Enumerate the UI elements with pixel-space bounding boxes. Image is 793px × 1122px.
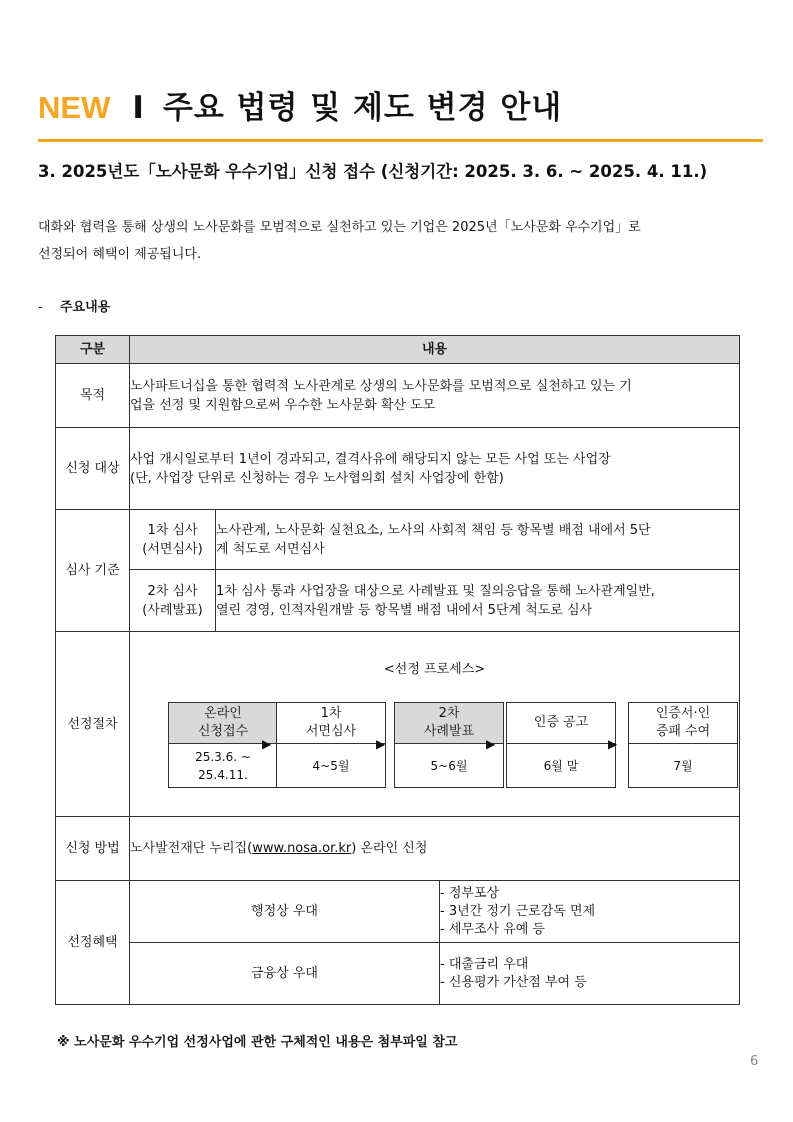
target-text [130,428,740,510]
section-label: 주요내용 [60,300,111,315]
benefit-admin-list [440,881,740,943]
intro-line: 대화와 협력을 통해 상생의 노사문화를 모범적으로 실천하고 있는 기업은 2025년「노사문화 우수기업」로 [38,220,641,235]
intro-line: 선정되어 혜택이 제공됩니다. [38,247,202,262]
purpose-line: 노사파트너십을 통한 협력적 노사관계로 상생의 노사문화를 모범적으로 실천하고 있는 기 [130,378,632,394]
criteria-second-line: 1차 심사 통과 사업장을 대상으로 사례발표 및 질의응답을 통해 노사관계일반, [216,583,655,599]
row-label-purpose: 목적 [56,364,130,428]
criteria-first-line: 노사관계, 노사문화 실천요소, 노사의 사회적 책임 등 항목별 배점 내에서 5단 [216,522,651,538]
arrow-right-icon: ▶ [608,737,618,751]
criteria-first-label-line: 1차 심사 [147,522,198,538]
process-step-award [628,702,738,788]
benefit-item: - 세무조사 유예 등 [440,921,545,937]
criteria-second-label-line: (사례발표) [142,602,203,618]
page-title [38,88,763,128]
benefit-finance-list [440,943,740,1005]
page-number: 6 [750,1054,759,1069]
criteria-second-label [130,570,216,632]
arrow-right-icon: ▶ [376,737,386,751]
row-label-benefits: 선정혜택 [56,881,130,1005]
method-text [130,817,740,881]
content-table [55,335,740,1005]
criteria-second-label-line: 2차 심사 [147,583,198,599]
criteria-second-line: 열린 경영, 인적자원개발 등 항목별 배점 내에서 5단계 척도로 심사 [216,602,593,618]
row-label-procedure: 선정절차 [56,632,130,817]
process-step-period: 5~6월 [430,758,468,773]
purpose-line: 업을 선정 및 지원함으로써 우수한 노사문화 확산 도모 [130,397,436,413]
criteria-first-text [216,510,740,570]
header-rule [38,139,763,142]
target-line: (단, 사업장 단위로 신청하는 경우 노사협의회 설치 사업장에 한함) [130,470,504,486]
process-title: <선정 프로세스> [383,662,486,677]
nosa-website-link[interactable]: www.nosa.or.kr [252,841,352,856]
header-cell-content: 내용 [130,336,740,364]
process-step-name: 1차 서면심사 [277,703,385,744]
process-step-name: 인증서·인 증패 수여 [629,703,737,744]
section-dash: - [38,300,43,315]
purpose-text [130,364,740,428]
criteria-first-label [130,510,216,570]
process-step-period: 4~5월 [312,758,350,773]
process-step-name: 인증 공고 [507,703,615,744]
row-label-criteria: 심사 기준 [56,510,130,632]
method-prefix: 노사발전재단 누리집( [130,841,253,856]
process-step-period: 6월 말 [543,758,579,773]
process-step-period: 25.3.6. ~ 25.4.11. [195,749,251,782]
target-line: 사업 개시일로부터 1년이 경과되고, 결격사유에 해당되지 않는 모든 사업 또는 사업장 [130,451,611,467]
benefit-admin-label: 행정상 우대 [130,881,440,943]
process-step-announcement [506,702,616,788]
row-label-method: 신청 방법 [56,817,130,881]
criteria-first-label-line: (서면심사) [142,541,203,557]
page-header [38,88,763,128]
arrow-right-icon: ▶ [262,737,272,751]
benefit-finance-label: 금융상 우대 [130,943,440,1005]
footnote: ※ 노사문화 우수기업 선정사업에 관한 구체적인 내용은 첨부파일 참고 [57,1035,458,1050]
benefit-item: - 신용평가 가산점 부여 등 [440,974,587,990]
procedure-cell [130,632,740,817]
method-suffix: ) 온라인 신청 [351,841,428,856]
title-separator: I [132,90,145,126]
arrow-right-icon: ▶ [486,737,496,751]
process-step-name: 온라인 신청접수 [169,703,277,744]
criteria-first-line: 계 척도로 서면심사 [216,541,325,557]
benefit-item: - 대출금리 우대 [440,956,529,972]
section-heading [38,296,110,315]
process-diagram [130,632,739,816]
benefit-item: - 3년간 정기 근로감독 면제 [440,903,596,919]
title-text: 주요 법령 및 제도 변경 안내 [162,90,563,126]
process-step-period: 7월 [673,758,693,773]
new-label: NEW [38,90,111,125]
process-step-name: 2차 사례발표 [395,703,503,744]
section-subtitle: 3. 2025년도「노사문화 우수기업」신청 접수 (신청기간: 2025. 3. 6. ~ 2025. 4. 11.) [38,162,708,181]
intro-paragraph [38,214,758,268]
header-cell-category: 구분 [56,336,130,364]
benefit-item: - 정부포상 [440,885,500,901]
row-label-target: 신청 대상 [56,428,130,510]
process-step-first-review [276,702,386,788]
criteria-second-text [216,570,740,632]
